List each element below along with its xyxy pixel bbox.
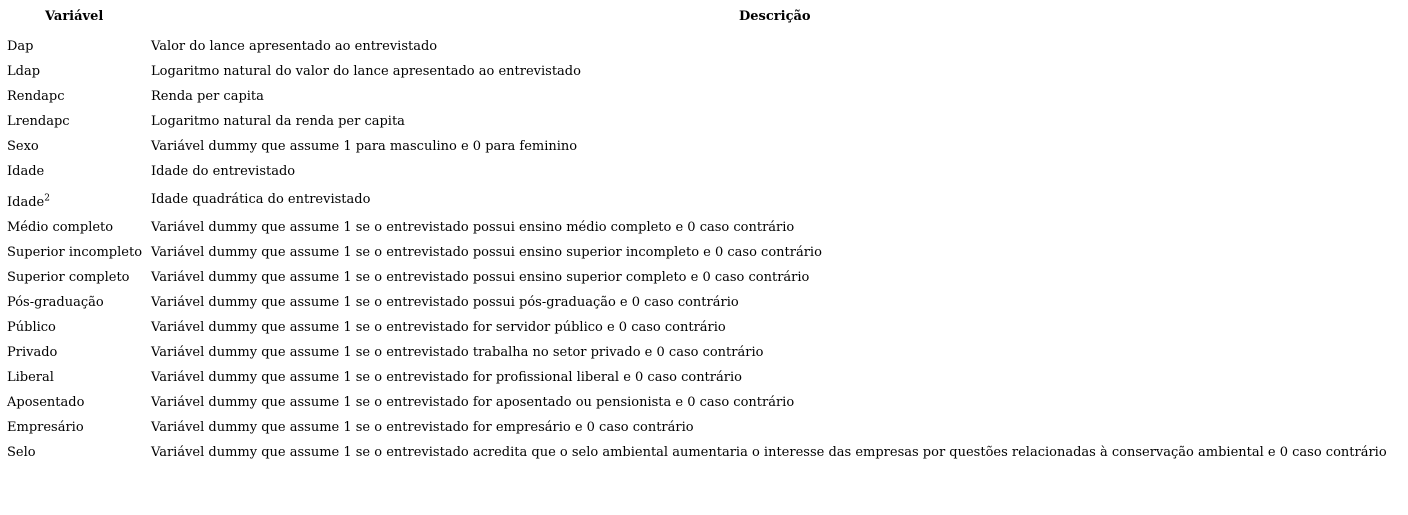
variable-name: Rendapc xyxy=(7,89,65,104)
table-row xyxy=(0,34,1408,59)
table-row xyxy=(0,240,1408,265)
variable-name-base: Idade xyxy=(7,195,45,210)
superscript-exponent: 2 xyxy=(44,193,50,204)
variable-name: Liberal xyxy=(7,370,54,385)
variable-name: Público xyxy=(7,320,56,335)
table-row xyxy=(0,440,1408,465)
variable-name: Lrendapc xyxy=(7,114,70,129)
variable-name: Aposentado xyxy=(7,395,85,410)
variable-description: Logaritmo natural do valor do lance apresentado ao entrevistado xyxy=(151,64,581,79)
variable-name: Idade xyxy=(7,164,45,179)
variable-description: Logaritmo natural da renda per capita xyxy=(151,114,405,129)
table-row xyxy=(0,184,1408,215)
table-row xyxy=(0,290,1408,315)
table-row xyxy=(0,134,1408,159)
variable-name: Médio completo xyxy=(7,220,114,235)
variable-name: Privado xyxy=(7,345,58,360)
table-row xyxy=(0,84,1408,109)
variable-description: Idade do entrevistado xyxy=(151,164,296,179)
variable-description: Variável dummy que assume 1 se o entrevistado for empresário e 0 caso contrário xyxy=(151,420,694,435)
variable-description: Valor do lance apresentado ao entrevistado xyxy=(151,39,438,54)
table-row xyxy=(0,340,1408,365)
table-row xyxy=(0,315,1408,340)
variable-name: Selo xyxy=(7,445,36,460)
variable-description: Variável dummy que assume 1 se o entrevistado for servidor público e 0 caso contrário xyxy=(151,320,726,335)
variable-name: Superior completo xyxy=(7,270,130,285)
table-row xyxy=(0,365,1408,390)
table-row xyxy=(0,265,1408,290)
variable-description: Idade quadrática do entrevistado xyxy=(151,192,371,207)
table-row xyxy=(0,390,1408,415)
variable-description: Variável dummy que assume 1 se o entrevistado trabalha no setor privado e 0 caso contrário xyxy=(151,345,764,360)
variable-description: Variável dummy que assume 1 se o entrevistado possui pós-graduação e 0 caso contrário xyxy=(151,295,739,310)
variable-description: Variável dummy que assume 1 se o entrevistado possui ensino superior completo e 0 caso contrário xyxy=(151,270,810,285)
variable-description: Variável dummy que assume 1 se o entrevistado possui ensino médio completo e 0 caso contrário xyxy=(151,220,795,235)
variable-name xyxy=(7,187,50,218)
table-row xyxy=(0,215,1408,240)
variable-name: Dap xyxy=(7,39,34,54)
header-variable: Variável xyxy=(45,9,104,24)
variable-description: Variável dummy que assume 1 se o entrevistado for aposentado ou pensionista e 0 caso contrário xyxy=(151,395,795,410)
variable-name: Pós-graduação xyxy=(7,295,104,310)
variable-description: Variável dummy que assume 1 se o entrevistado acredita que o selo ambiental aumentaria o interesse das empresas por questões relacionadas à conservação ambiental e 0 caso contrário xyxy=(151,445,1387,460)
table-row xyxy=(0,109,1408,134)
header-description: Descrição xyxy=(739,9,811,24)
table-row xyxy=(0,415,1408,440)
variable-description: Variável dummy que assume 1 se o entrevistado for profissional liberal e 0 caso contrário xyxy=(151,370,742,385)
variable-description: Variável dummy que assume 1 para masculino e 0 para feminino xyxy=(151,139,578,154)
variable-name: Ldap xyxy=(7,64,41,79)
variable-name: Sexo xyxy=(7,139,39,154)
table-header-row xyxy=(0,0,1408,34)
table-row xyxy=(0,59,1408,84)
variable-description: Variável dummy que assume 1 se o entrevistado possui ensino superior incompleto e 0 caso contrário xyxy=(151,245,822,260)
table-row xyxy=(0,159,1408,184)
variable-name: Superior incompleto xyxy=(7,245,143,260)
variable-description: Renda per capita xyxy=(151,89,264,104)
variable-name: Empresário xyxy=(7,420,84,435)
